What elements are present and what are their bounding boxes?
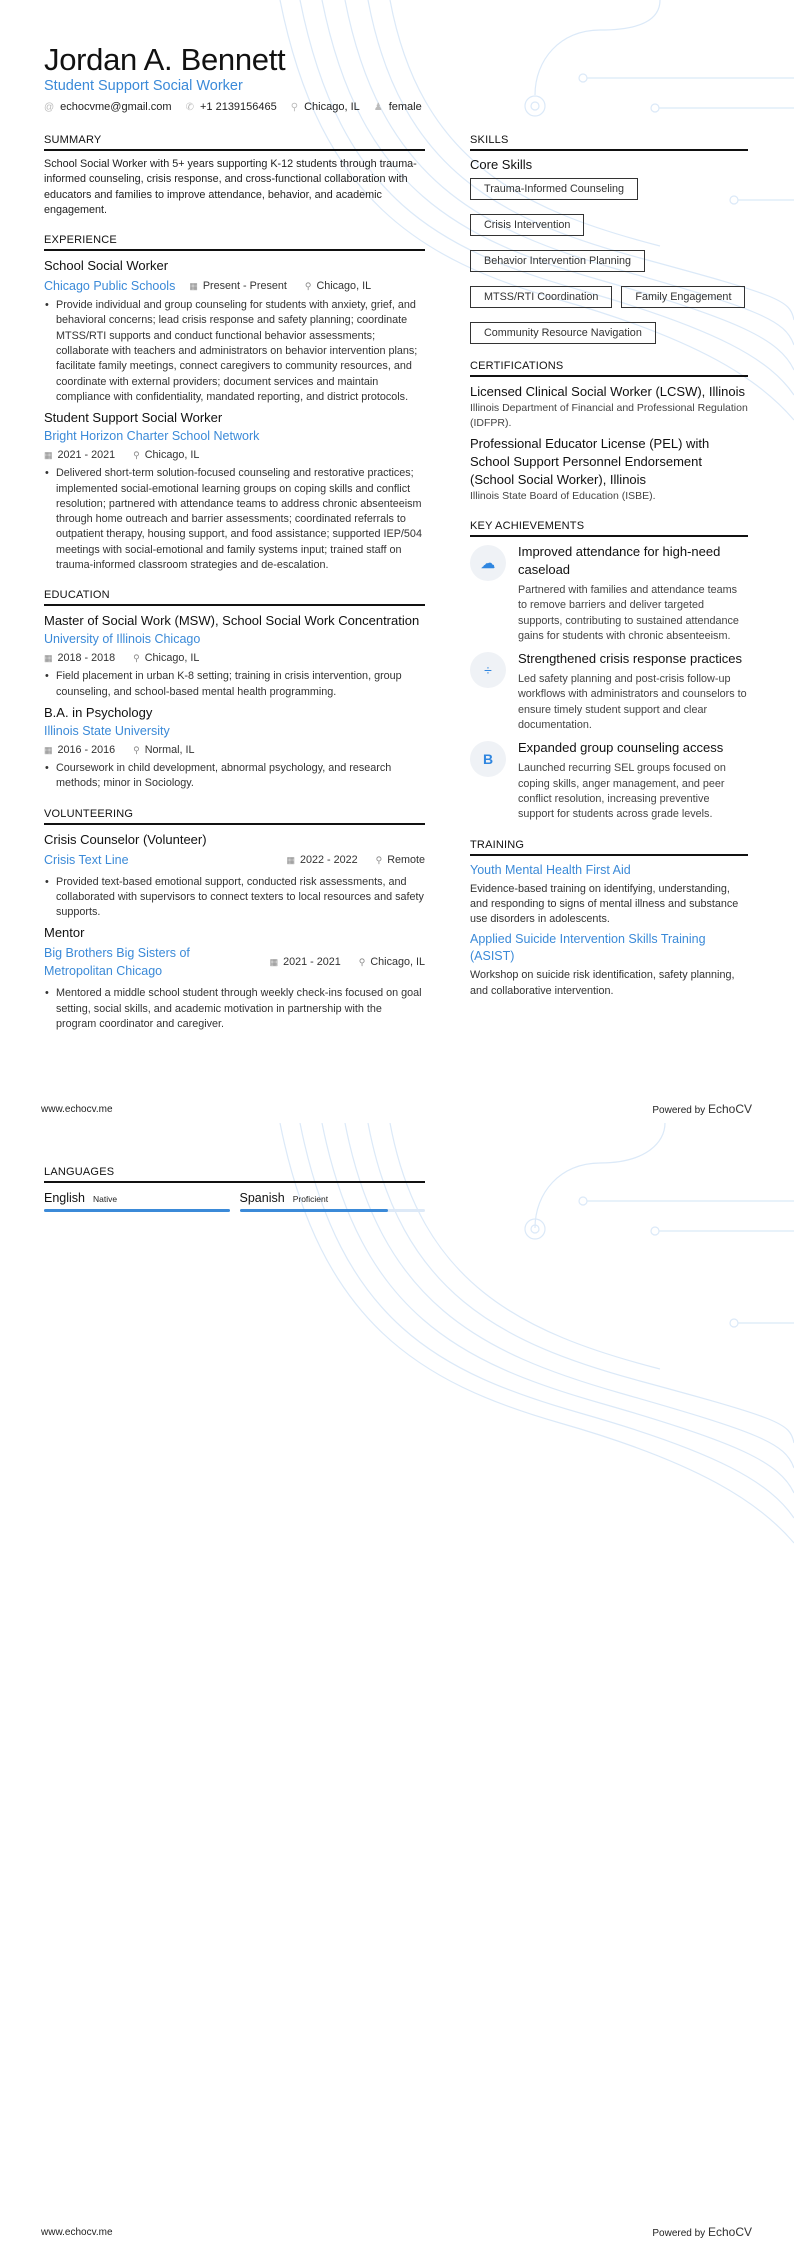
location-icon: ⚲: [304, 281, 312, 292]
language-bar: [44, 1209, 230, 1212]
achievement-title: Improved attendance for high-need caseload: [518, 544, 721, 577]
language-item: [44, 1189, 230, 1212]
education-section: [44, 589, 425, 791]
cloud-icon: ☁: [470, 545, 506, 581]
language-level: Proficient: [292, 1194, 329, 1204]
training-section: [470, 839, 748, 999]
section-heading: EXPERIENCE: [44, 234, 425, 251]
calendar-icon: ▦: [44, 744, 53, 755]
volunteer-org: Big Brothers Big Sisters of Metropolitan Chicago: [44, 946, 190, 979]
person-icon: ♟: [373, 102, 383, 113]
cert-issuer: Illinois State Board of Education (ISBE).: [470, 490, 656, 502]
section-heading: CERTIFICATIONS: [470, 360, 748, 377]
achievement-title: Expanded group counseling access: [518, 740, 724, 756]
edu-location: Chicago, IL: [144, 652, 200, 665]
summary-text: School Social Worker with 5+ years supporting K-12 students through trauma-informed counseling, crisis response, and cross-functional collaboration with educators and families to improve attendance, behavior, and academic engagement.: [44, 158, 417, 216]
section-heading: TRAINING: [470, 839, 748, 856]
edu-dates: 2016 - 2016: [57, 743, 116, 756]
candidate-title: Student Support Social Worker: [44, 78, 243, 94]
job-location: Chicago, IL: [144, 449, 200, 462]
footer-website[interactable]: www.echocv.me: [41, 2227, 113, 2238]
experience-item: [44, 257, 425, 405]
contact-email[interactable]: [44, 101, 172, 113]
job-bullet: • Provide individual and group counseling for students with anxiety, grief, and behavioral concerns; lead crisis response and safety planning; coordinate MTSS/RTI supports and conduct functional behavior assessments; collaborate with teachers and administrators on behavior intervention plans; facilitate family meetings, connect caregivers to community resources, and coordinate with external providers; document services and maintain compliance with confidentiality, mandated reporting, and district protocols.: [44, 298, 425, 405]
skill-tag: Crisis Intervention: [470, 214, 584, 236]
training-desc: Evidence-based training on identifying, understanding, and responding to signs of mental illness and substance use disorders in adolescents.: [470, 882, 739, 926]
divide-icon: ÷: [470, 652, 506, 688]
language-bar: [240, 1209, 426, 1212]
education-item: [44, 704, 425, 792]
calendar-icon: ▦: [44, 653, 53, 664]
volunteer-role: Crisis Counselor (Volunteer): [44, 831, 207, 847]
volunteer-org: Crisis Text Line: [44, 852, 129, 867]
training-title: Applied Suicide Intervention Skills Training (ASIST): [470, 932, 706, 964]
achievements-section: [470, 520, 748, 823]
cert-title: Professional Educator License (PEL) with School Support Personnel Endorsement (School Social Worker), Illinois: [470, 436, 710, 487]
section-heading: EDUCATION: [44, 589, 425, 606]
volunteer-item: [44, 924, 425, 1032]
volunteer-bullet: • Mentored a middle school student through weekly check-ins focused on goal setting, social skills, and academic motivation in partnership with the program coordinator and caregiver.: [44, 986, 425, 1032]
edu-bullet: • Field placement in urban K-8 setting; training in crisis intervention, group counseling, and school-based mental health programming.: [44, 669, 425, 700]
language-name: English: [44, 1191, 85, 1205]
volunteering-section: [44, 808, 425, 1033]
right-column: [470, 134, 748, 1015]
contact-phone[interactable]: [186, 101, 277, 113]
footer-powered: [652, 1102, 752, 1116]
left-column: [44, 134, 425, 1048]
degree: Master of Social Work (MSW), School Social Work Concentration: [44, 613, 420, 629]
skill-group-title: Core Skills: [470, 157, 533, 172]
languages-section: [44, 1166, 425, 1212]
cert-issuer: Illinois Department of Financial and Professional Regulation (IDFPR).: [470, 402, 748, 429]
training-desc: Workshop on suicide risk identification, safety planning, and collaborative intervention.: [470, 969, 735, 997]
language-level: Native: [93, 1194, 118, 1204]
education-item: [44, 612, 425, 700]
footer-website[interactable]: www.echocv.me: [41, 1104, 113, 1115]
phone-icon: ✆: [185, 102, 194, 113]
section-heading: SUMMARY: [44, 134, 425, 151]
job-dates: 2021 - 2021: [57, 449, 116, 462]
section-heading: SKILLS: [470, 134, 748, 151]
job-org: Bright Horizon Charter School Network: [44, 429, 260, 444]
skill-tag: Behavior Intervention Planning: [470, 250, 645, 272]
section-heading: VOLUNTEERING: [44, 808, 425, 825]
achievement-desc: Partnered with families and attendance teams to remove barriers and deliver targeted supports, contributing to sustained attendance gains for students with chronic absenteeism.: [518, 584, 739, 642]
calendar-icon: ▦: [189, 281, 198, 292]
language-bar-fill: [44, 1209, 230, 1212]
footer-powered: [652, 2225, 752, 2239]
certifications-section: [470, 360, 748, 504]
experience-section: [44, 234, 425, 573]
experience-item: [44, 409, 425, 573]
brand-name: EchoCV: [707, 2225, 752, 2239]
section-heading: LANGUAGES: [44, 1166, 425, 1183]
background-decoration: [0, 1123, 794, 2246]
training-title: Youth Mental Health First Aid: [470, 862, 631, 877]
brand-name: EchoCV: [707, 1102, 752, 1116]
calendar-icon: ▦: [286, 854, 295, 865]
achievement-item: [470, 543, 748, 644]
location-icon: ⚲: [290, 102, 299, 113]
skill-tag: MTSS/RTI Coordination: [470, 286, 612, 308]
edu-bullet: • Coursework in child development, abnormal psychology, and research methods; minor in Sociology.: [44, 761, 425, 792]
job-dates: Present - Present: [202, 280, 287, 293]
language-name: Spanish: [239, 1191, 285, 1205]
letter-b-icon: B: [470, 741, 506, 777]
at-icon: @: [44, 102, 55, 113]
gender-text: female: [388, 101, 422, 113]
contact-gender: [374, 101, 422, 113]
language-item: [240, 1189, 426, 1212]
location-icon: ⚲: [133, 450, 140, 461]
volunteer-dates: 2021 - 2021: [283, 956, 341, 969]
cert-title: Licensed Clinical Social Worker (LCSW), Illinois: [470, 384, 746, 399]
volunteer-dates: 2022 - 2022: [299, 853, 358, 866]
skill-tag: Trauma-Informed Counseling: [470, 178, 638, 200]
location-icon: ⚲: [133, 653, 140, 664]
school: University of Illinois Chicago: [44, 632, 201, 647]
job-location: Chicago, IL: [316, 280, 372, 293]
location-icon: ⚲: [375, 854, 383, 865]
job-role: School Social Worker: [44, 258, 169, 274]
location-text: Chicago, IL: [304, 101, 360, 113]
volunteer-bullet: • Provided text-based emotional support, conducted risk assessments, and collaborated with supervisors to connect texters to local resources and safety supports.: [44, 875, 425, 921]
achievement-item: [470, 739, 748, 822]
volunteer-location: Remote: [387, 853, 425, 866]
location-icon: ⚲: [358, 957, 366, 968]
volunteer-role: Mentor: [44, 925, 85, 941]
calendar-icon: ▦: [269, 957, 279, 968]
job-org: Chicago Public Schools: [44, 279, 176, 294]
skills-section: [470, 134, 748, 344]
edu-dates: 2018 - 2018: [57, 652, 116, 665]
phone-text: +1 2139156465: [199, 101, 277, 113]
achievement-desc: Launched recurring SEL groups focused on coping skills, anger management, and peer conflict resolution, increasing preventive support for students across grade levels.: [518, 762, 726, 821]
achievement-item: [470, 650, 748, 733]
achievement-title: Strengthened crisis response practices: [518, 651, 743, 667]
summary-section: [44, 134, 425, 218]
edu-location: Normal, IL: [144, 743, 195, 756]
email-text: echocvme@gmail.com: [60, 101, 172, 113]
achievement-desc: Led safety planning and post-crisis follow-up workflows with administrators and counselors to ensure timely student support and clear documentation.: [518, 673, 747, 732]
candidate-name: Jordan A. Bennett: [44, 42, 286, 77]
contact-info: [44, 101, 422, 113]
contact-location: [291, 101, 360, 113]
skill-tag: Community Resource Navigation: [470, 322, 656, 344]
powered-by-text: Powered by: [652, 1105, 706, 1116]
language-bar-fill: [240, 1209, 388, 1212]
volunteer-item: [44, 831, 425, 921]
page-2: [0, 1123, 794, 2246]
volunteer-location: Chicago, IL: [370, 956, 425, 969]
section-heading: KEY ACHIEVEMENTS: [470, 520, 748, 537]
calendar-icon: ▦: [44, 450, 53, 461]
powered-by-text: Powered by: [652, 2228, 706, 2239]
job-role: Student Support Social Worker: [44, 410, 223, 426]
degree: B.A. in Psychology: [44, 704, 153, 720]
school: Illinois State University: [44, 723, 170, 738]
location-icon: ⚲: [133, 744, 140, 755]
job-bullet: • Delivered short-term solution-focused counseling and restorative practices; implemented social-emotional learning groups on coping skills and conflict resolution; partnered with attendance teams to address chronic absenteeism through home outreach and barrier assessments; coordinated referrals to outpatient therapy, housing support, and food assistance; supported IEP/504 meetings with social-emotional and family systems input; trained staff on trauma-informed classroom strategies and de-escalation.: [44, 466, 425, 573]
skill-tag: Family Engagement: [621, 286, 745, 308]
